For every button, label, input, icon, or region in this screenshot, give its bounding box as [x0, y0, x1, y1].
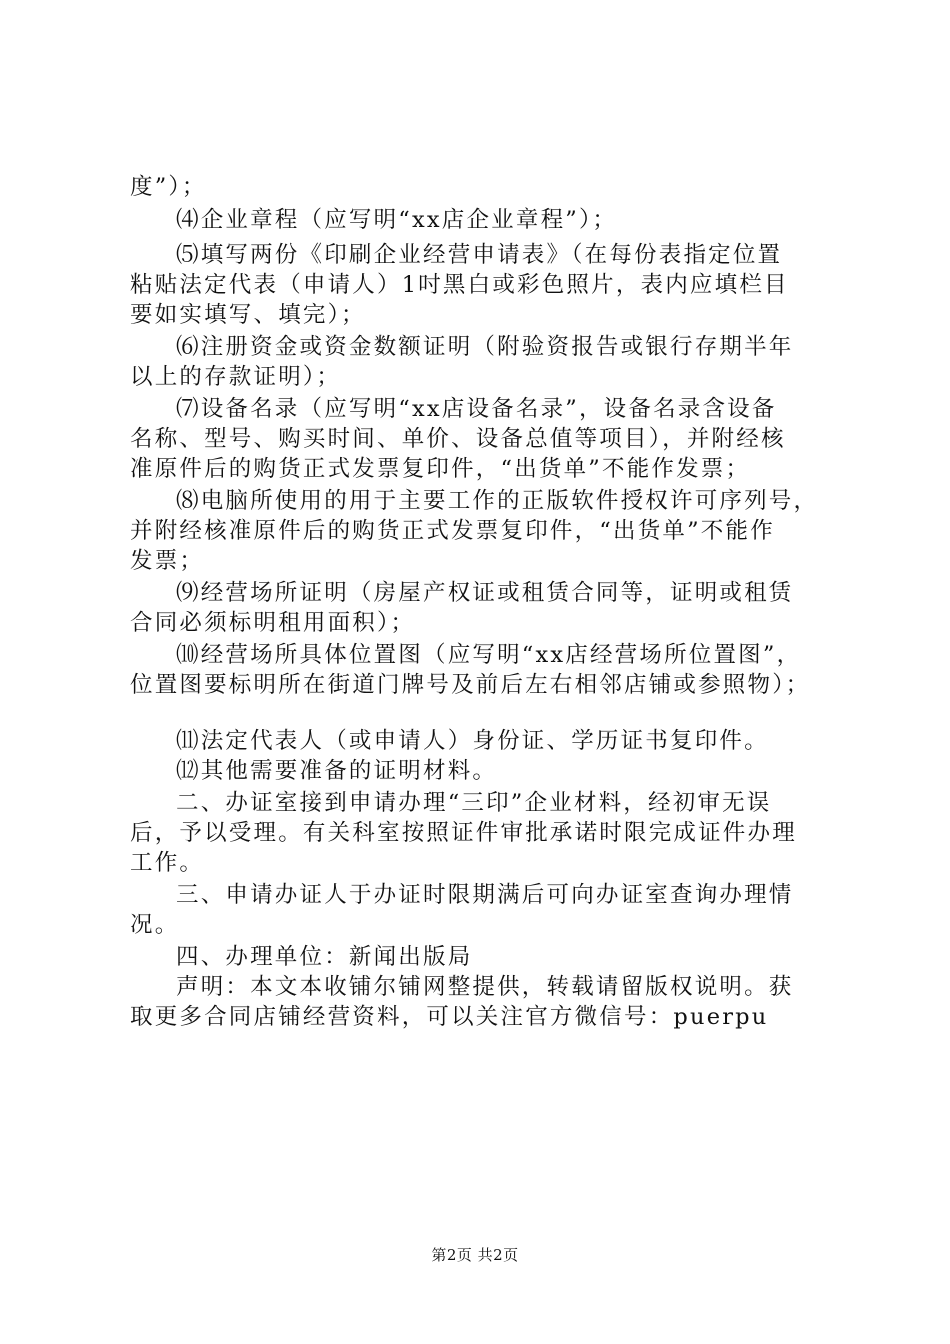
text-line: ⑼经营场所证明（房屋产权证或租赁合同等，证明或租赁	[176, 580, 794, 606]
text-line: ⑹注册资金或资金数额证明（附验资报告或银行存期半年	[176, 334, 794, 360]
text-line: 四、办理单位：新闻出版局	[176, 944, 473, 970]
text-line: 准原件后的购货正式发票复印件，“出货单”不能作发票；	[130, 456, 751, 482]
text-line: ⑾法定代表人（或申请人）身份证、学历证书复印件。	[176, 728, 769, 754]
text-line: 后，予以受理。有关科室按照证件审批承诺时限完成证件办理	[130, 820, 797, 846]
text-line: 取更多合同店铺经营资料，可以关注官方微信号：puerpu	[130, 1004, 769, 1030]
text-line: 声明：本文本收铺尔铺网整提供，转载请留版权说明。获	[176, 974, 794, 1000]
text-line: ⑻电脑所使用的用于主要工作的正版软件授权许可序列号，	[176, 488, 819, 514]
text-line: 发票；	[130, 548, 205, 574]
text-line: ⑽经营场所具体位置图（应写明“xx店经营场所位置图”，	[176, 642, 802, 668]
text-line: 况。	[130, 912, 180, 938]
text-line: 合同必须标明租用面积）；	[130, 610, 416, 636]
text-line: 名称、型号、购买时间、单价、设备总值等项目），并附经核	[130, 426, 786, 452]
text-line: ⑿其他需要准备的证明材料。	[176, 758, 498, 784]
text-line: 粘贴法定代表（申请人）1吋黑白或彩色照片，表内应填栏目	[130, 272, 789, 298]
text-line: 以上的存款证明）；	[130, 364, 342, 390]
text-line: 二、办证室接到申请办理“三印”企业材料，经初审无误	[176, 790, 772, 816]
text-line: 并附经核准原件后的购货正式发票复印件，“出货单”不能作	[130, 518, 775, 544]
text-line: 位置图要标明所在街道门牌号及前后左右相邻店铺或参照物）；	[130, 672, 811, 698]
page-footer: 第2页 共2页	[431, 1246, 519, 1264]
text-line: 三、申请办证人于办证时限期满后可向办证室查询办理情	[176, 882, 794, 908]
text-line: 要如实填写、填完）；	[130, 302, 366, 328]
text-line: ⑷企业章程（应写明“xx店企业章程”）；	[176, 207, 618, 233]
text-line: ⑸填写两份《印刷企业经营申请表》（在每份表指定位置	[176, 242, 783, 268]
text-line: 度”）；	[130, 174, 207, 200]
text-line: ⑺设备名录（应写明“xx店设备名录”，设备名录含设备	[176, 396, 777, 422]
text-line: 工作。	[130, 850, 205, 876]
